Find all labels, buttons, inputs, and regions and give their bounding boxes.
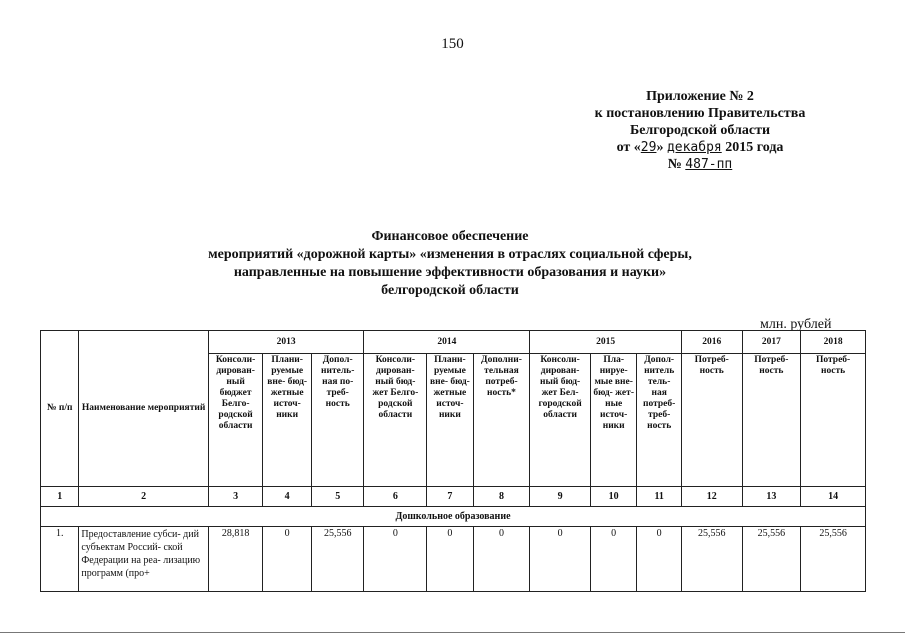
col-num-header: № п/п bbox=[41, 331, 79, 487]
sub-2018-need: Потреб- ность bbox=[801, 354, 866, 487]
cell-value: 0 bbox=[530, 527, 591, 592]
appendix-header bbox=[560, 88, 840, 173]
col-number: 9 bbox=[530, 487, 591, 507]
cell-value: 0 bbox=[427, 527, 474, 592]
col-number: 6 bbox=[364, 487, 427, 507]
sub-2015-additional: Допол- нитель тель- ная потреб- треб- ность bbox=[637, 354, 681, 487]
date-day: 29 bbox=[640, 140, 657, 155]
section-title: Дошкольное образование bbox=[41, 507, 866, 527]
number-prefix: № bbox=[667, 157, 682, 172]
col-number: 4 bbox=[263, 487, 312, 507]
finance-table bbox=[40, 330, 866, 592]
appendix-line1: Приложение № 2 bbox=[646, 89, 754, 104]
appendix-line2: к постановлению Правительства bbox=[594, 106, 806, 121]
number-value: 487-пп bbox=[685, 157, 733, 172]
col-number: 3 bbox=[208, 487, 263, 507]
title-line1: Финансовое обеспечение bbox=[371, 229, 529, 244]
sub-2014-budget: Консоли- дирован- ный бюд- жет Белго- родской области bbox=[364, 354, 427, 487]
header-years-row bbox=[41, 331, 866, 354]
year-2018-header: 2018 bbox=[801, 331, 866, 354]
date-prefix: от « bbox=[616, 140, 641, 155]
row-number: 1. bbox=[41, 527, 79, 592]
sub-2017-need: Потреб- ность bbox=[742, 354, 801, 487]
page-number: 150 bbox=[441, 36, 464, 52]
col-number: 12 bbox=[681, 487, 742, 507]
page-bottom-divider bbox=[0, 632, 905, 633]
col-name-header: Наименование мероприятий bbox=[79, 331, 208, 487]
sub-2014-additional: Дополни- тельная потреб- ность* bbox=[473, 354, 530, 487]
title-line4: белгородской области bbox=[381, 283, 519, 298]
sub-2013-additional: Допол- нитель- ная по- треб- ность bbox=[311, 354, 364, 487]
col-number: 5 bbox=[311, 487, 364, 507]
appendix-number bbox=[560, 156, 840, 173]
cell-value: 25,556 bbox=[681, 527, 742, 592]
appendix-line3: Белгородской области bbox=[629, 123, 771, 138]
cell-value: 0 bbox=[637, 527, 681, 592]
year-2014-header: 2014 bbox=[364, 331, 530, 354]
cell-value: 25,556 bbox=[311, 527, 364, 592]
title-line2: мероприятий «дорожной карты» «изменения в отраслях социальной сферы, bbox=[208, 247, 692, 262]
year-2016-header: 2016 bbox=[681, 331, 742, 354]
date-month: декабря bbox=[666, 140, 722, 155]
sub-2016-need: Потреб- ность bbox=[681, 354, 742, 487]
cell-value: 0 bbox=[590, 527, 637, 592]
section-row bbox=[41, 507, 866, 527]
table-row bbox=[41, 527, 866, 592]
cell-value: 0 bbox=[364, 527, 427, 592]
col-number: 8 bbox=[473, 487, 530, 507]
document-title bbox=[100, 228, 800, 300]
appendix-date bbox=[560, 139, 840, 156]
title-line3: направленные на повышение эффективности образования и науки» bbox=[233, 265, 667, 280]
unit-label: млн. рублей bbox=[760, 317, 832, 332]
col-number: 10 bbox=[590, 487, 637, 507]
year-2013-header: 2013 bbox=[208, 331, 364, 354]
col-number: 11 bbox=[637, 487, 681, 507]
col-number: 1 bbox=[41, 487, 79, 507]
sub-2014-offbudget: Плани- руемые вне- бюд- жетные источ- ники bbox=[427, 354, 474, 487]
sub-2013-offbudget: Плани- руемые вне- бюд- жетные источ- ники bbox=[263, 354, 312, 487]
cell-value: 25,556 bbox=[801, 527, 866, 592]
sub-2015-offbudget: Пла- нируе- мые вне- бюд- жет- ные источ- ники bbox=[590, 354, 637, 487]
sub-2015-budget: Консоли- дирован- ный бюд- жет Бел- городской области bbox=[530, 354, 591, 487]
date-year: 2015 года bbox=[725, 140, 784, 155]
cell-value: 0 bbox=[473, 527, 530, 592]
col-number: 14 bbox=[801, 487, 866, 507]
col-number: 13 bbox=[742, 487, 801, 507]
date-mid: » bbox=[656, 140, 664, 155]
cell-value: 0 bbox=[263, 527, 312, 592]
year-2017-header: 2017 bbox=[742, 331, 801, 354]
col-number: 7 bbox=[427, 487, 474, 507]
col-number: 2 bbox=[79, 487, 208, 507]
row-name: Предоставление субси- дий субъектам Россий- ской Федерации на реа- лизацию программ (про+ bbox=[79, 527, 208, 592]
cell-value: 28,818 bbox=[208, 527, 263, 592]
year-2015-header: 2015 bbox=[530, 331, 682, 354]
cell-value: 25,556 bbox=[742, 527, 801, 592]
column-numbers-row bbox=[41, 487, 866, 507]
sub-2013-budget: Консоли- дирован- ный бюджет Белго- родской области bbox=[208, 354, 263, 487]
